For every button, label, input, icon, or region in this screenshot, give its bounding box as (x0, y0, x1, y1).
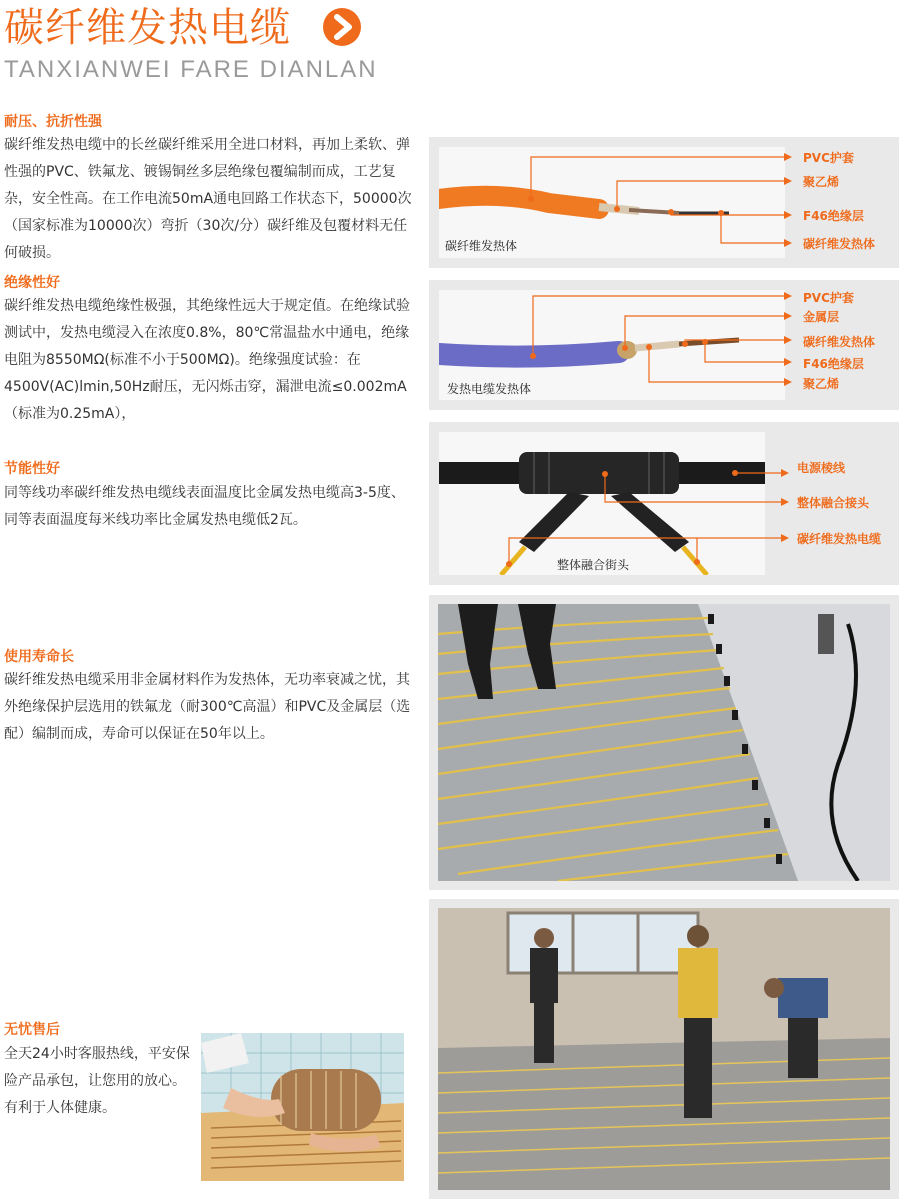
label-f46-insulation-2: F46绝缘层 (803, 357, 864, 371)
floor-installation-panel (429, 595, 899, 890)
panel1-caption: 碳纤维发热体 (445, 239, 518, 253)
page-subtitle: TANXIANWEI FARE DIANLAN (4, 56, 378, 83)
label-carbon-heating: 碳纤维发热体 (803, 237, 876, 251)
section-heading-pressure: 耐压、抗折性强 (4, 114, 102, 130)
section-heading-energy: 节能性好 (4, 461, 60, 477)
label-pvc-sheath-2: PVC护套 (803, 291, 854, 305)
cable-structure-panel-2 (429, 280, 899, 410)
label-carbon-heating-2: 碳纤维发热体 (803, 335, 876, 349)
label-integrated-joint: 整体融合接头 (797, 496, 870, 510)
section-text-lifespan: 碳纤维发热电缆采用非金属材料作为发热体，无功率衰减之忧，其外绝缘保护层选用的铁氟龙（耐300℃高温）和PVC及金属层（选配）编制而成，寿命可以保证在50年以上。 (4, 672, 411, 742)
cable-joint-panel (429, 422, 899, 585)
label-f46-insulation: F46绝缘层 (803, 209, 864, 223)
section-heading-insulation: 绝缘性好 (4, 275, 60, 291)
section-text-aftersales: 全天24小时客服热线，平安保险产品承包，让您用的放心。有利于人体健康。 (4, 1046, 190, 1116)
label-power-line: 电源棱线 (797, 461, 846, 475)
section-text-energy: 同等线功率碳纤维发热电缆线表面温度比金属发热电缆高3-5度、同等表面温度每米线功率比金属发热电缆低2瓦。 (4, 485, 405, 528)
label-carbon-cable: 碳纤维发热电缆 (797, 532, 882, 546)
page-title: 碳纤维发热电缆 (4, 5, 291, 51)
section-heading-lifespan: 使用寿命长 (4, 649, 74, 665)
label-pvc-sheath: PVC护套 (803, 151, 854, 165)
section-text-pressure: 碳纤维发热电缆中的长丝碳纤维采用全进口材料，再加上柔软、弹性强的PVC、铁氟龙、镀锡铜丝多层绝缘包覆编制而成，工艺复杂，安全性高。在工作电流50mA通电回路工作状态下，50000次（国家标准为10000次）弯折（30次/分）碳纤维及包覆材料无任何破损。 (4, 137, 412, 261)
panel3-caption: 整体融合街头 (557, 558, 630, 572)
panel2-caption: 发热电缆发热体 (447, 382, 532, 396)
cable-structure-panel-1 (429, 137, 899, 268)
label-metal-layer: 金属层 (803, 310, 840, 324)
label-polyethylene-2: 聚乙烯 (803, 377, 840, 391)
heating-mat-photo (201, 1033, 404, 1181)
workers-photo (438, 908, 890, 1190)
worker-installation-panel (429, 899, 899, 1199)
section-text-insulation: 碳纤维发热电缆绝缘性极强，其绝缘性远大于规定值。在绝缘试验测试中，发热电缆浸入在浓度0.8%，80℃常温盐水中通电，绝缘电阻为8550MΩ(标准不小于500MΩ)。绝缘强度试验：在4500V(AC)lmin,50Hz耐压，无闪烁击穿，漏泄电流≤0.002mA（标准为0.25mA）， (4, 298, 410, 422)
floor-cable-photo (438, 604, 890, 881)
chevron-right-icon[interactable] (323, 8, 361, 46)
label-polyethylene: 聚乙烯 (803, 175, 840, 189)
section-heading-aftersales: 无忧售后 (4, 1022, 60, 1038)
